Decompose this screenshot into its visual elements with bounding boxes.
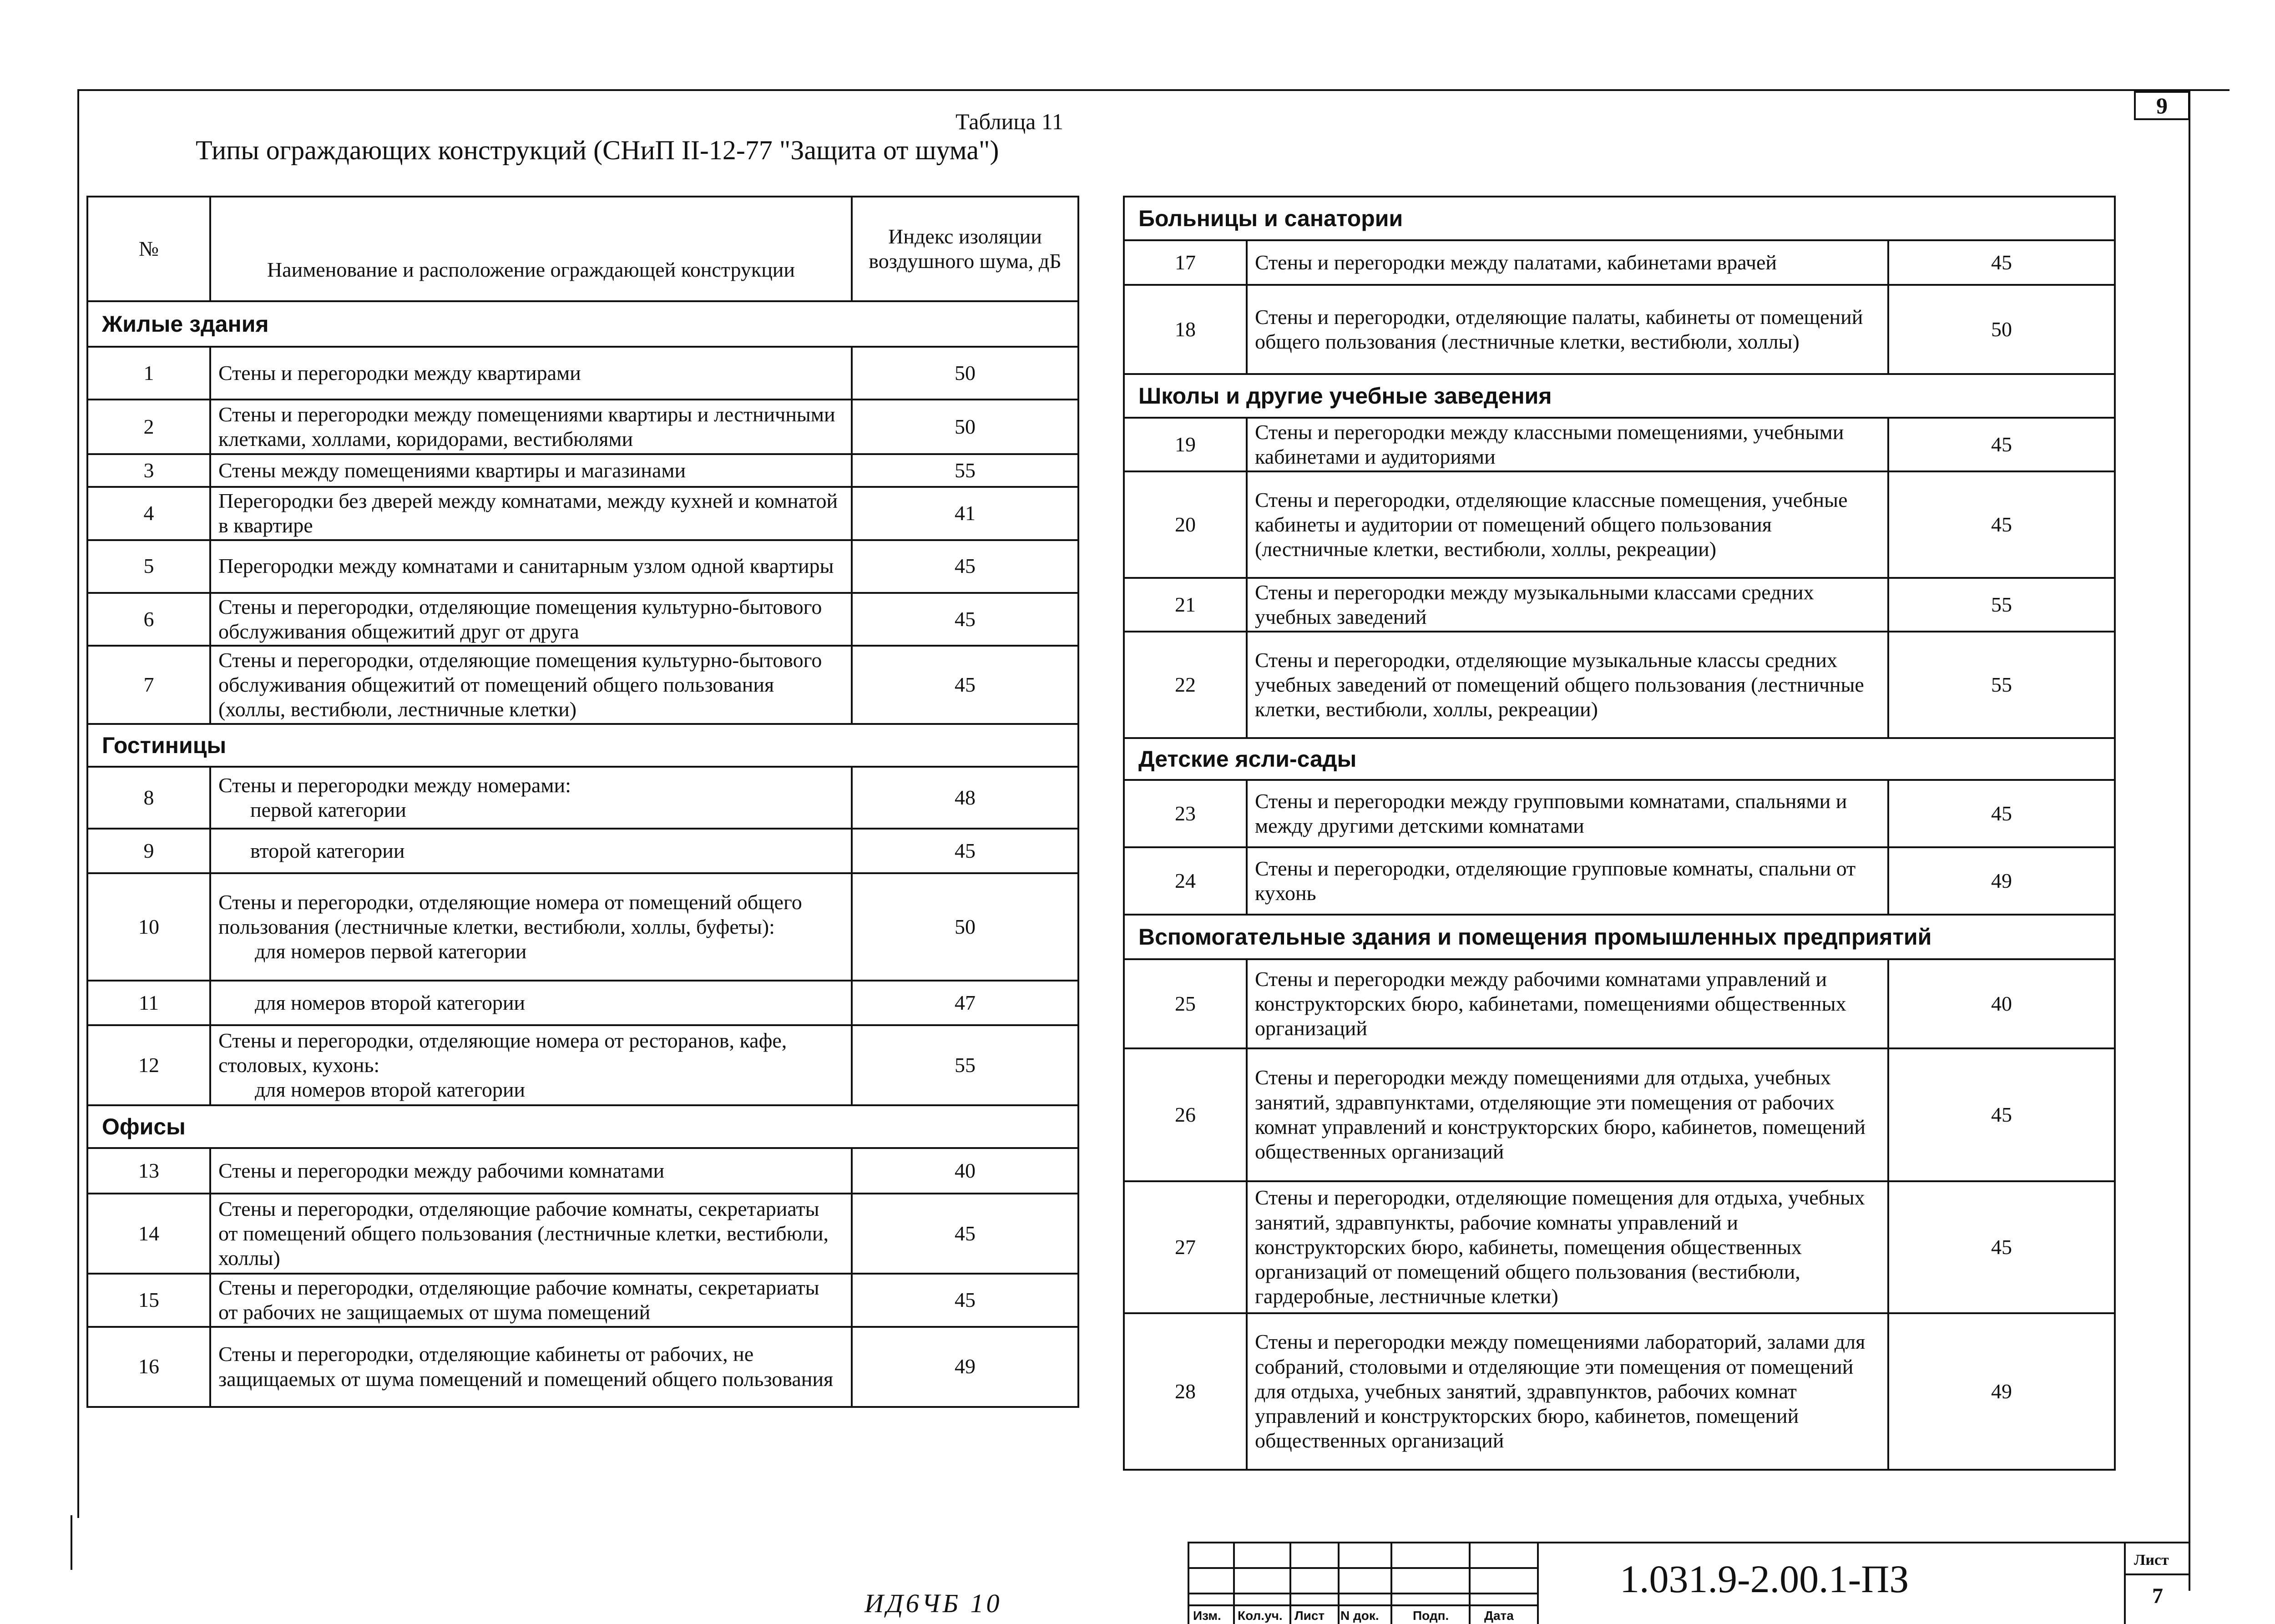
stamp-label-izm: Изм. xyxy=(1193,1609,1221,1623)
row-value: 45 xyxy=(1888,471,2115,578)
row-text: Стены и перегородки между классными помещениями, учебными кабинетами и аудиториями xyxy=(1247,418,1888,471)
row-value: 50 xyxy=(852,347,1078,400)
section-title: Больницы и санатории xyxy=(1124,197,2115,240)
row-text: Стены и перегородки, отделяющие кабинеты от рабочих, не защищаемых от шума помещений и помещений общего пользования xyxy=(210,1327,852,1407)
row-number: 26 xyxy=(1124,1048,1247,1181)
row-value: 45 xyxy=(1888,1048,2115,1181)
section-row xyxy=(87,301,1078,347)
stamp-label-ndok: N док. xyxy=(1340,1609,1379,1623)
row-number: 18 xyxy=(1124,285,1247,374)
section-row xyxy=(87,724,1078,767)
table-row xyxy=(87,646,1078,724)
table-row xyxy=(87,347,1078,400)
table-row xyxy=(1124,1048,2115,1181)
row-value: 40 xyxy=(1888,959,2115,1048)
table-row xyxy=(1124,418,2115,471)
row-text: Стены и перегородки между музыкальными классами средних учебных заведений xyxy=(1247,578,1888,632)
table-row xyxy=(1124,847,2115,915)
right-table xyxy=(1123,196,2116,1471)
row-text: Стены и перегородки, отделяющие классные помещения, учебные кабинеты и аудитории от помещений общего пользования (лестничные клетки, вестибюли, холлы, рекреации) xyxy=(1247,471,1888,578)
section-row xyxy=(87,1105,1078,1148)
stamp-label-list: Лист xyxy=(1294,1609,1325,1623)
row-number: 11 xyxy=(87,981,210,1025)
table-row xyxy=(1124,240,2115,285)
row-value: 48 xyxy=(852,767,1078,829)
row-number: 17 xyxy=(1124,240,1247,285)
row-text: Стены и перегородки между помещениями для отдыха, учебных занятий, здравпунктами, отделяющие эти помещения от рабочих комнат управлений и конструкторских бюро, кабинетов, помещений общественных организаций xyxy=(1247,1048,1888,1181)
section-row xyxy=(1124,915,2115,959)
row-text: Стены и перегородки, отделяющие рабочие комнаты, секретариаты от помещений общего пользования (лестничные клетки, вестибюли, холлы) xyxy=(210,1194,852,1274)
row-value: 45 xyxy=(1888,418,2115,471)
row-text-sub: для номеров второй категории xyxy=(255,1078,526,1102)
sheet-label: Лист xyxy=(2134,1552,2169,1568)
section-row xyxy=(1124,374,2115,418)
row-number: 3 xyxy=(87,454,210,487)
row-number: 22 xyxy=(1124,632,1247,738)
row-value: 55 xyxy=(1888,632,2115,738)
row-text: Стены и перегородки, отделяющие помещения культурно-бытового обслуживания общежитий от помещений общего пользования (холлы, вестибюли, лестничные клетки) xyxy=(210,646,852,724)
row-value: 55 xyxy=(852,1025,1078,1105)
row-number: 19 xyxy=(1124,418,1247,471)
row-number: 4 xyxy=(87,487,210,540)
column-header-num: № xyxy=(87,197,210,301)
row-number: 5 xyxy=(87,540,210,593)
table-row xyxy=(1124,780,2115,847)
table-row xyxy=(87,1025,1078,1105)
row-text: Стены и перегородки, отделяющие групповые комнаты, спальни от кухонь xyxy=(1247,847,1888,915)
row-number: 16 xyxy=(87,1327,210,1407)
row-number: 15 xyxy=(87,1274,210,1327)
table-row xyxy=(1124,1313,2115,1470)
header-row xyxy=(87,197,1078,301)
table-label: Таблица 11 xyxy=(956,109,1063,134)
row-text xyxy=(210,981,852,1025)
section-title: Школы и другие учебные заведения xyxy=(1124,374,2115,418)
row-text-main: Стены и перегородки, отделяющие номера от ресторанов, кафе, столовых, кухонь: xyxy=(218,1028,787,1077)
frame-left-border xyxy=(77,89,79,1518)
row-number: 27 xyxy=(1124,1181,1247,1313)
table-row xyxy=(87,454,1078,487)
row-number: 10 xyxy=(87,873,210,981)
row-text: Стены и перегородки, отделяющие помещения культурно-бытового обслуживания общежитий друг от друга xyxy=(210,593,852,646)
row-text: Стены и перегородки, отделяющие музыкальные классы средних учебных заведений от помещений общего пользования (лестничные клетки, вестибюли, холлы, рекреации) xyxy=(1247,632,1888,738)
frame-left-border-lower xyxy=(71,1515,72,1570)
table-row xyxy=(87,593,1078,646)
row-number: 24 xyxy=(1124,847,1247,915)
row-value: 45 xyxy=(852,646,1078,724)
row-value: 50 xyxy=(852,400,1078,454)
stamp-label-data: Дата xyxy=(1484,1609,1514,1623)
table-row xyxy=(87,487,1078,540)
row-text: Стены между помещениями квартиры и магазинами xyxy=(210,454,852,487)
row-number: 13 xyxy=(87,1148,210,1194)
row-text: Перегородки между комнатами и санитарным узлом одной квартиры xyxy=(210,540,852,593)
page-title: Типы ограждающих конструкций (СНиП II-12-77 "Защита от шума") xyxy=(196,135,999,165)
table-row xyxy=(1124,578,2115,632)
section-title: Офисы xyxy=(87,1105,1078,1148)
row-text xyxy=(210,873,852,981)
row-text-main: второй категории xyxy=(250,839,405,862)
table-row xyxy=(87,540,1078,593)
stamp-label-kol: Кол.уч. xyxy=(1238,1609,1283,1623)
handwritten-note: ИД6ЧБ 10 xyxy=(864,1589,1002,1618)
row-value: 55 xyxy=(852,454,1078,487)
row-value: 50 xyxy=(1888,285,2115,374)
table-row xyxy=(87,1327,1078,1407)
left-table xyxy=(86,196,1079,1408)
row-text: Стены и перегородки между групповыми комнатами, спальнями и между другими детскими комнатами xyxy=(1247,780,1888,847)
row-number: 7 xyxy=(87,646,210,724)
row-text: Стены и перегородки между рабочими комнатами управлений и конструкторских бюро, кабинетами, помещениями общественных организаций xyxy=(1247,959,1888,1048)
row-value: 45 xyxy=(852,540,1078,593)
row-value: 45 xyxy=(1888,780,2115,847)
table-row xyxy=(87,981,1078,1025)
row-value: 45 xyxy=(1888,1181,2115,1313)
sheet-number: 7 xyxy=(2152,1584,2163,1608)
row-number: 28 xyxy=(1124,1313,1247,1470)
row-number: 14 xyxy=(87,1194,210,1274)
row-value: 55 xyxy=(1888,578,2115,632)
table-row xyxy=(87,873,1078,981)
table-row xyxy=(1124,632,2115,738)
table-row xyxy=(87,1194,1078,1274)
row-value: 50 xyxy=(852,873,1078,981)
table-row xyxy=(87,767,1078,829)
row-number: 20 xyxy=(1124,471,1247,578)
row-text: Стены и перегородки, отделяющие рабочие комнаты, секретариаты от рабочих не защищаемых от шума помещений xyxy=(210,1274,852,1327)
row-value: 45 xyxy=(852,829,1078,873)
row-value: 49 xyxy=(852,1327,1078,1407)
row-text xyxy=(210,767,852,829)
sheet-badge: 9 xyxy=(2134,91,2190,120)
section-title: Вспомогательные здания и помещения промышленных предприятий xyxy=(1124,915,2115,959)
row-text xyxy=(210,1025,852,1105)
row-text-sub: для номеров первой категории xyxy=(255,940,527,963)
row-text: Перегородки без дверей между комнатами, между кухней и комнатой в квартире xyxy=(210,487,852,540)
table-row xyxy=(1124,959,2115,1048)
row-text: Стены и перегородки между помещениями лабораторий, залами для собраний, столовыми и отделяющие эти помещения от помещений для отдыха, учебных занятий, здравпунктов, рабочих комнат управлений и конструкторских бюро, кабинетов, помещений общественных организаций xyxy=(1247,1313,1888,1470)
row-value: 47 xyxy=(852,981,1078,1025)
frame-top-border xyxy=(77,89,2230,91)
row-number: 9 xyxy=(87,829,210,873)
row-number: 8 xyxy=(87,767,210,829)
column-header-name: Наименование и расположение ограждающей конструкции xyxy=(210,197,852,301)
row-text-main: для номеров второй категории xyxy=(255,991,526,1014)
section-row xyxy=(1124,738,2115,780)
row-number: 23 xyxy=(1124,780,1247,847)
table-row xyxy=(87,1274,1078,1327)
row-text: Стены и перегородки между палатами, кабинетами врачей xyxy=(1247,240,1888,285)
table-row xyxy=(1124,285,2115,374)
section-title: Гостиницы xyxy=(87,724,1078,767)
row-text-main: Стены и перегородки между номерами: xyxy=(218,773,571,797)
row-text xyxy=(210,829,852,873)
row-value: 40 xyxy=(852,1148,1078,1194)
row-number: 12 xyxy=(87,1025,210,1105)
row-value: 41 xyxy=(852,487,1078,540)
table-row xyxy=(87,1148,1078,1194)
row-text: Стены и перегородки между рабочими комнатами xyxy=(210,1148,852,1194)
row-number: 21 xyxy=(1124,578,1247,632)
row-text-sub: первой категории xyxy=(250,798,406,822)
section-title: Детские ясли-сады xyxy=(1124,738,2115,780)
row-value: 45 xyxy=(852,1194,1078,1274)
row-number: 25 xyxy=(1124,959,1247,1048)
document-code: 1.031.9-2.00.1-ПЗ xyxy=(1620,1557,1909,1601)
stamp-label-podp: Подп. xyxy=(1413,1609,1449,1623)
row-number: 2 xyxy=(87,400,210,454)
row-text: Стены и перегородки, отделяющие помещения для отдыха, учебных занятий, здравпункты, рабочие комнаты управлений и конструкторских бюро, кабинеты, помещения общественных организаций от помещений общего пользования (вестибюли, гардеробные, лестничные клетки) xyxy=(1247,1181,1888,1313)
row-text: Стены и перегородки между помещениями квартиры и лестничными клетками, холлами, коридорами, вестибюлями xyxy=(210,400,852,454)
row-text-main: Стены и перегородки, отделяющие номера от помещений общего пользования (лестничные клетки, вестибюли, холлы, буфеты): xyxy=(218,890,802,938)
table-row xyxy=(1124,471,2115,578)
row-value: 45 xyxy=(852,593,1078,646)
row-value: 45 xyxy=(852,1274,1078,1327)
row-number: 1 xyxy=(87,347,210,400)
row-value: 49 xyxy=(1888,1313,2115,1470)
section-row xyxy=(1124,197,2115,240)
row-number: 6 xyxy=(87,593,210,646)
row-text: Стены и перегородки, отделяющие палаты, кабинеты от помещений общего пользования (лестничные клетки, вестибюли, холлы) xyxy=(1247,285,1888,374)
frame-right-border xyxy=(2189,89,2190,1591)
row-text: Стены и перегородки между квартирами xyxy=(210,347,852,400)
table-row xyxy=(87,829,1078,873)
column-header-value: Индекс изоляции воздушного шума, дБ xyxy=(852,197,1078,301)
table-row xyxy=(1124,1181,2115,1313)
table-row xyxy=(87,400,1078,454)
section-title: Жилые здания xyxy=(87,301,1078,347)
row-value: 45 xyxy=(1888,240,2115,285)
row-value: 49 xyxy=(1888,847,2115,915)
